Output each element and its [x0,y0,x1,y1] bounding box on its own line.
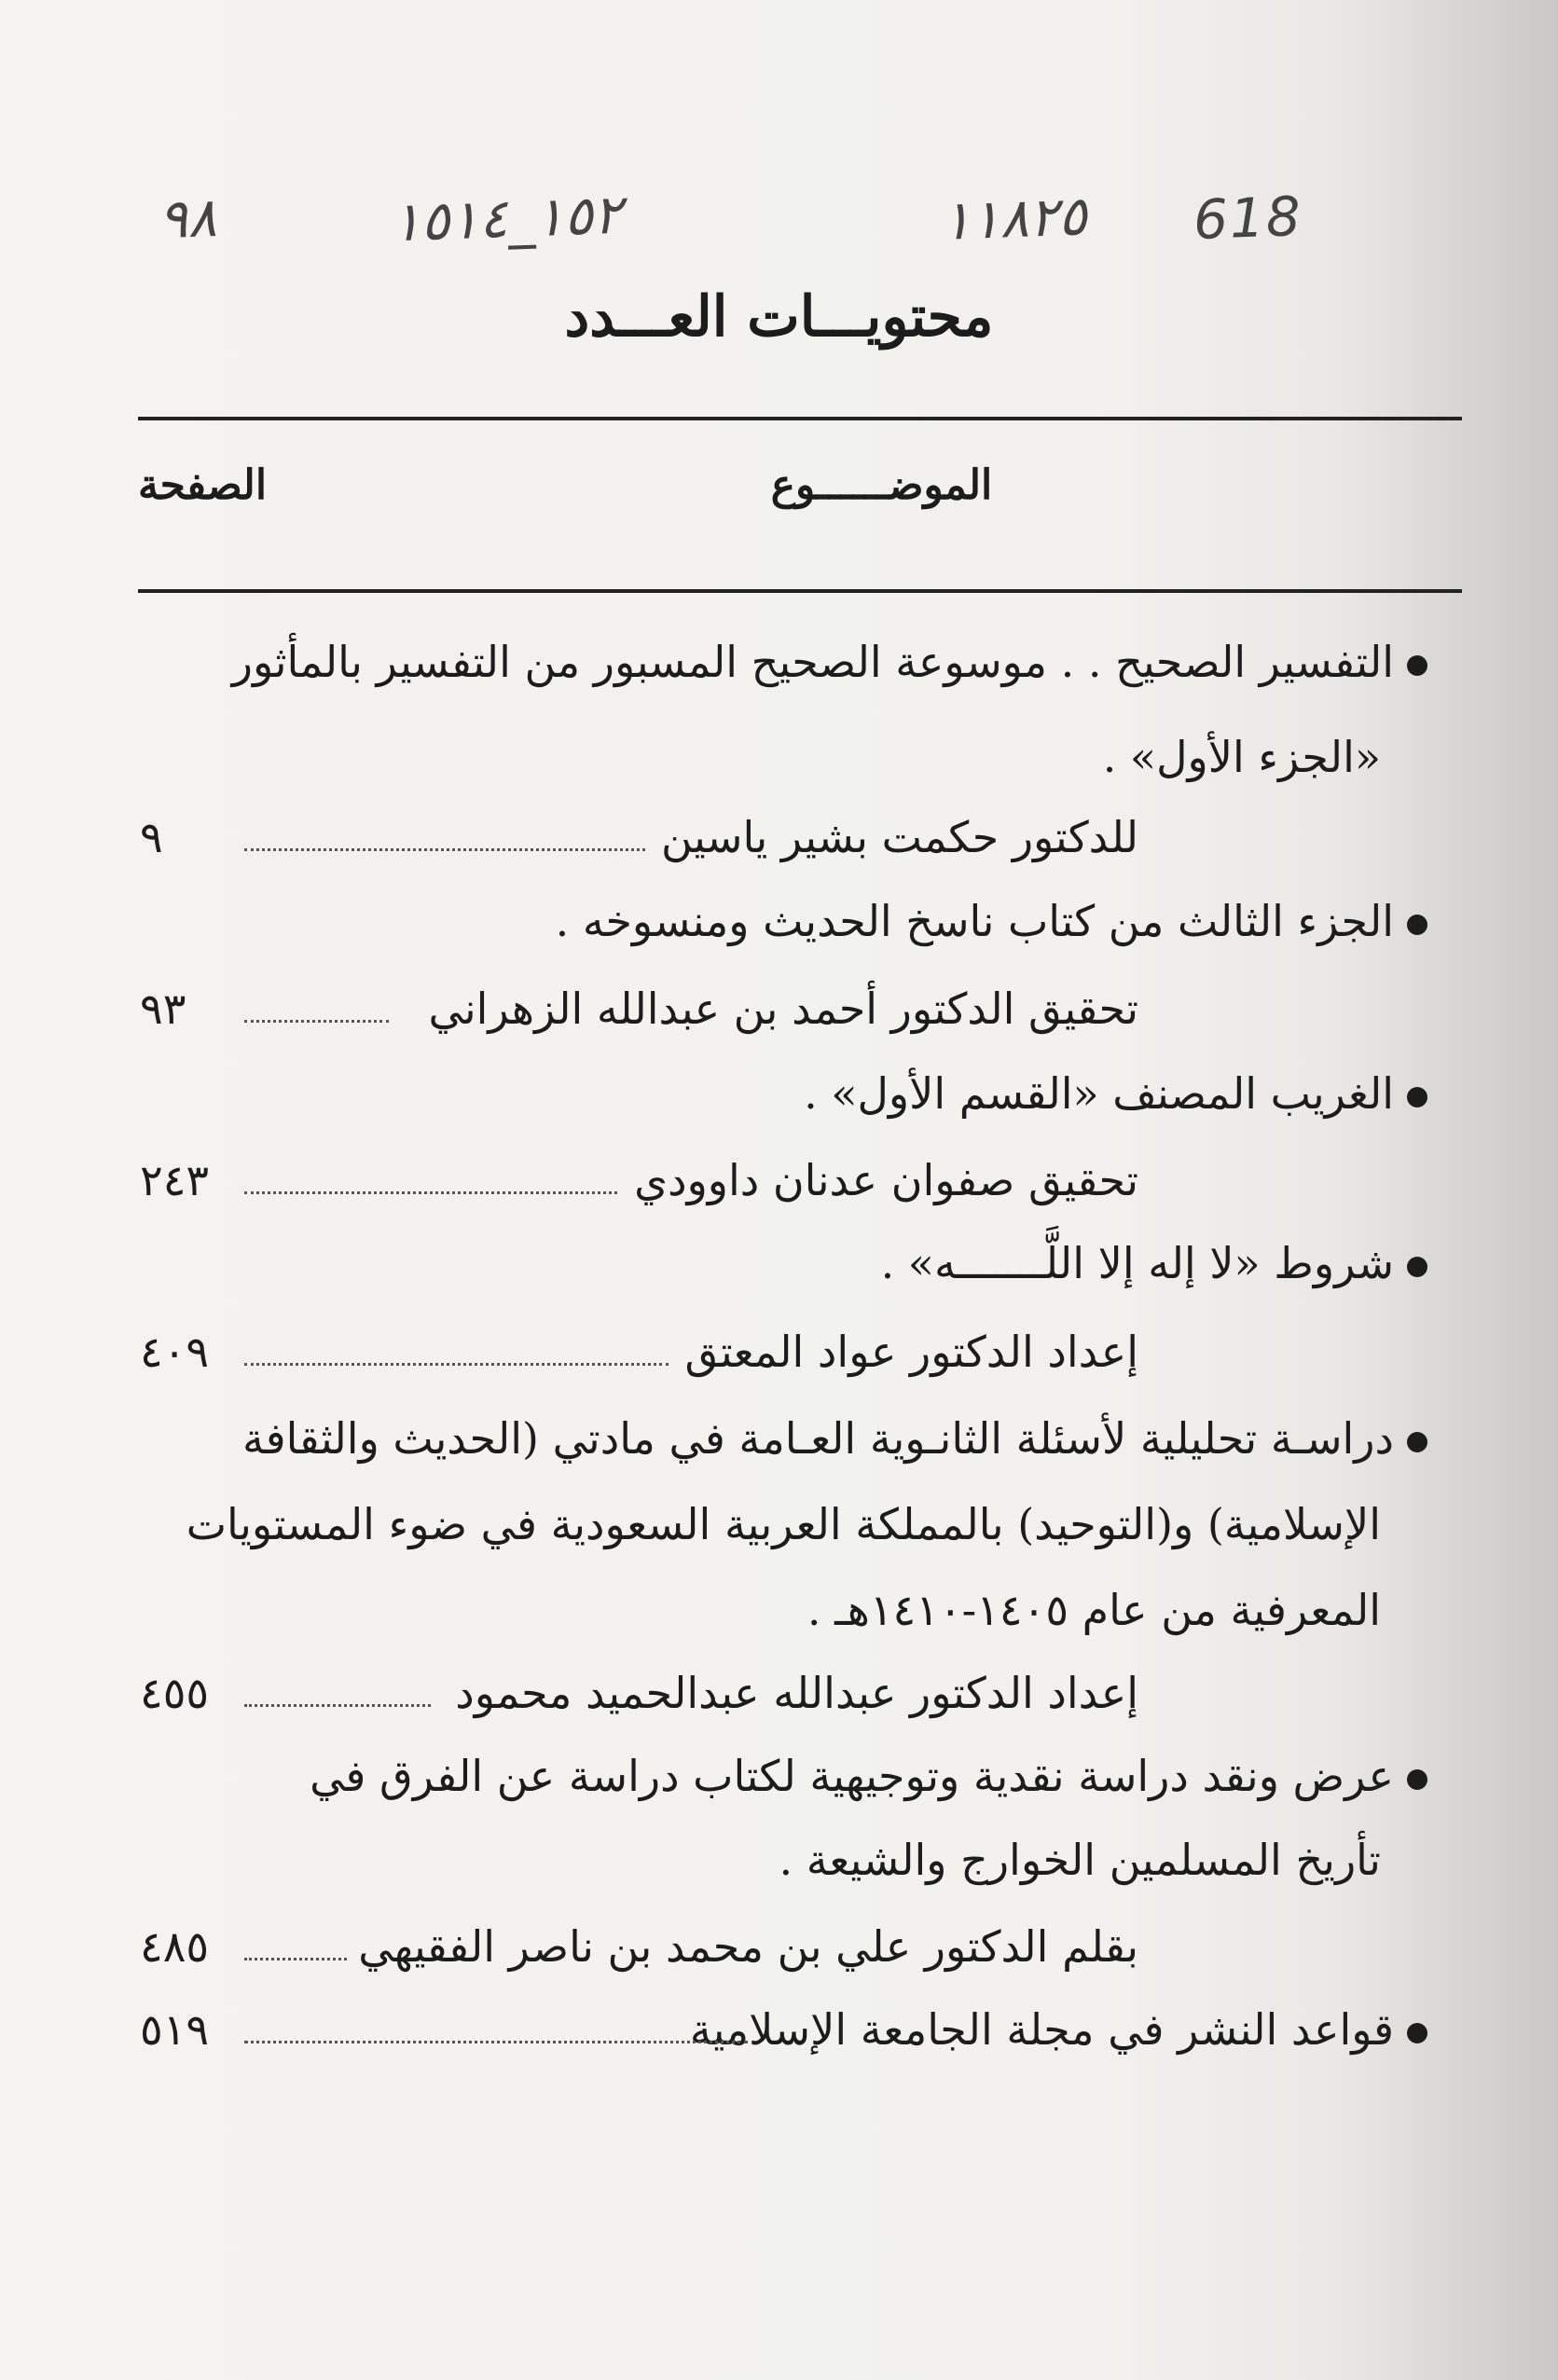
leader-dots [244,1363,669,1366]
bullet-icon [1407,1432,1427,1452]
toc-entry-line: دراسـة تحليلية لأسئلة الثانـوية العـامة في مادتي (الحديث والثقافة [103,1410,1427,1466]
toc-page-number: ٤٨٥ [140,1921,210,1972]
toc-entry-line: التفسير الصحيح . . موسوعة الصحيح المسبور من التفسير بالمأثور [103,634,1427,690]
toc-entry-line: المعرفية من عام ١٤٠٥-١٤١٠هـ . [807,1585,1381,1635]
toc-entry-line: الغريب المصنف «القسم الأول» . [103,1066,1427,1121]
bullet-icon [1407,1087,1427,1107]
column-header-subject: الموضــــــوع [770,461,993,509]
bullet-icon [1407,2023,1427,2043]
toc-author: تحقيق الدكتور أحمد بن عبدالله الزهراني [428,984,1138,1034]
handwritten-note: ١٥٢_١٥١٤ [390,182,624,255]
leader-dots [244,1958,347,1960]
toc-page-number: ٤٥٥ [140,1668,210,1718]
bullet-icon [1407,1257,1427,1277]
handwritten-note: 618 [1192,184,1303,253]
toc-page-number: ٥١٩ [140,2004,210,2055]
toc-entry-line: الجزء الثالث من كتاب ناسخ الحديث ومنسوخه . [103,893,1427,949]
bullet-icon [1407,1769,1427,1790]
bullet-icon [1407,915,1427,935]
toc-author: إعداد الدكتور عواد المعتق [684,1327,1138,1377]
leader-dots [244,1191,617,1194]
toc-page-number: ٢٤٣ [140,1155,210,1205]
toc-entry-line: «الجزء الأول» . [1102,732,1381,782]
leader-dots [244,2041,748,2043]
toc-entry-line: الإسلامية) و(التوحيد) بالمملكة العربية السعودية في ضوء المستويات [186,1499,1381,1549]
toc-entry-line: عرض ونقد دراسة نقدية وتوجيهية لكتاب دراسة عن الفرق في [103,1748,1427,1804]
toc-author: بقلم الدكتور علي بن محمد بن ناصر الفقيهي [358,1921,1138,1972]
toc-author: تحقيق صفوان عدنان داوودي [634,1155,1138,1205]
toc-page-number: ٩ [140,812,163,862]
toc-entry-line: قواعد النشر في مجلة الجامعة الإسلامية [103,2002,1427,2057]
toc-entry-line: تأريخ المسلمين الخوارج والشيعة . [779,1835,1381,1885]
leader-dots [244,848,645,851]
handwritten-note: ٩٨ [157,185,218,252]
handwritten-note: ١١٨٢٥ [940,184,1088,253]
leader-dots [244,1704,431,1707]
toc-page-number: ٤٠٩ [140,1327,210,1377]
toc-author: للدكتور حكمت بشير ياسين [661,812,1138,862]
toc-entry-line: شروط «لا إله إلا اللَّـــــــه» . [103,1235,1427,1291]
leader-dots [244,1020,389,1023]
toc-author: إعداد الدكتور عبدالله عبدالحميد محمود [455,1668,1138,1718]
toc-page-number: ٩٣ [140,984,186,1034]
column-header-page: الصفحة [138,461,268,509]
bullet-icon [1407,655,1427,676]
page-title: محتويـــات العـــدد [564,284,994,350]
